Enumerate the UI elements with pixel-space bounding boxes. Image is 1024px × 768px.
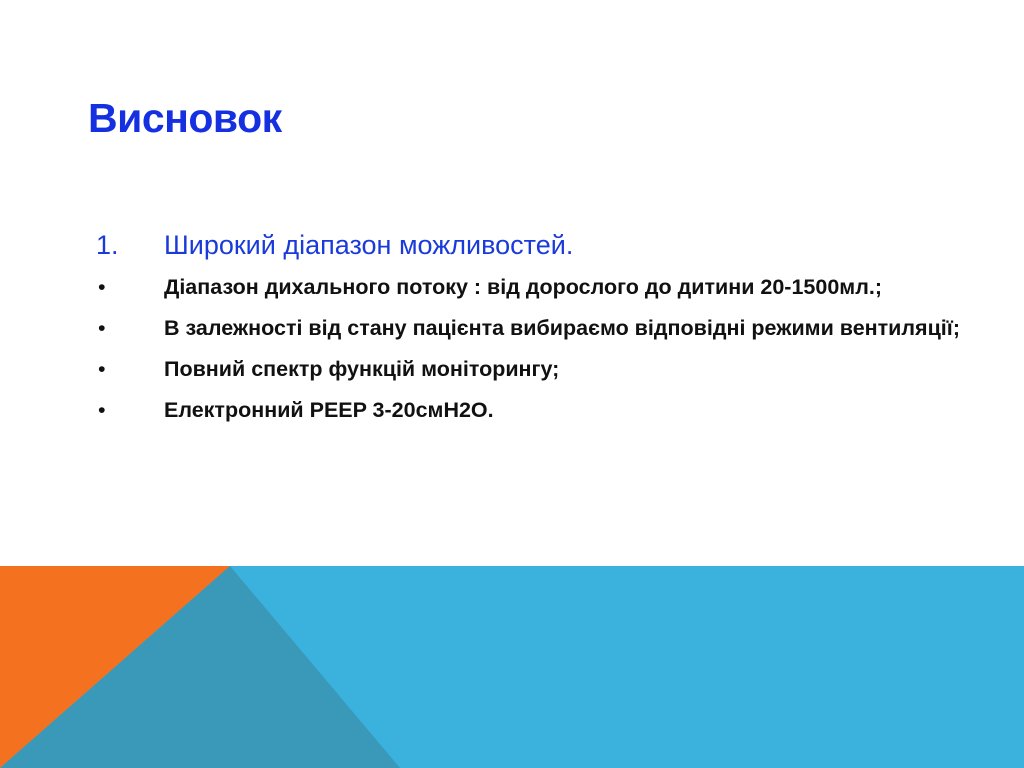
- bullet-list: [96, 273, 976, 424]
- slide-content: [96, 228, 976, 437]
- numbered-item-text: Широкий діапазон можливостей.: [164, 230, 574, 260]
- numbered-item: [96, 228, 976, 262]
- bullet-marker: •: [98, 357, 106, 381]
- bullet-text: Повний спектр функцій моніторингу;: [164, 357, 560, 381]
- bullet-text: В залежності від стану пацієнта вибираємо відповідні режими вентиляції;: [164, 316, 960, 340]
- decorative-footer-shapes: [0, 566, 1024, 768]
- bullet-text: Діапазон дихального потоку : від дорослого до дитини 20-1500мл.;: [164, 275, 882, 299]
- bullet-item: [96, 355, 976, 383]
- bullet-item: [96, 314, 976, 342]
- bullet-marker: •: [98, 398, 106, 422]
- bullet-item: [96, 396, 976, 424]
- bullet-item: [96, 273, 976, 301]
- bullet-marker: •: [98, 316, 106, 340]
- slide-title: Висновок: [88, 95, 282, 141]
- bullet-text: Електронний PEEP 3-20смН2О.: [164, 398, 494, 422]
- bullet-marker: •: [98, 275, 106, 299]
- list-number: 1.: [96, 230, 119, 260]
